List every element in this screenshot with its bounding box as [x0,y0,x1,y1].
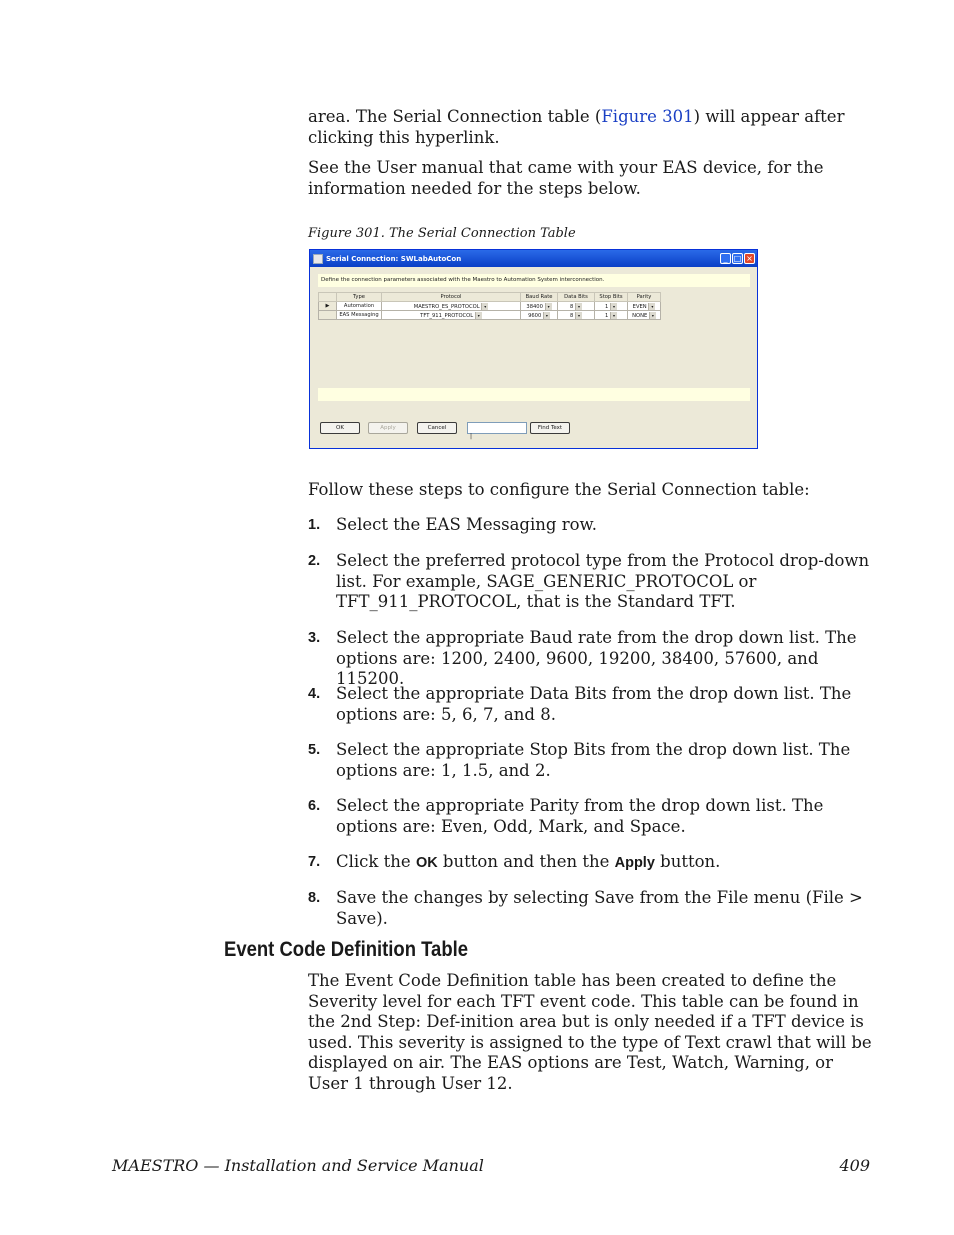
step-text: Select the appropriate Parity from the drop down list. The options are: Even, Odd, Mark, and Space. [336,796,824,836]
find-text-button[interactable]: Find Text [530,422,570,434]
ok-button[interactable]: OK [320,422,360,434]
maximize-icon[interactable]: □ [733,254,742,263]
cell-parity[interactable] [628,311,661,320]
dropdown-arrow-icon[interactable]: ▾ [575,303,582,310]
cell-data-bits[interactable] [558,302,595,311]
cell-type[interactable]: Automation [337,302,382,311]
step-text-part: button. [654,852,721,871]
cell-protocol[interactable] [382,302,521,311]
step-text-part: button and then the [437,852,615,871]
dropdown-arrow-icon[interactable]: ▾ [481,303,488,310]
intro-text-end: ) will appear after clicking this hyperlink. [308,107,845,147]
cell-value: MAESTRO_ES_PROTOCOL [413,303,480,310]
ok-label: OK [415,855,438,871]
cell-parity[interactable] [628,302,661,311]
cell-stop-bits[interactable] [595,302,628,311]
section-body: The Event Code Definition table has been created to define the Severity level for each TFT event code. This table can be found in the 2nd Step: Def-inition area but is only needed if a TFT device is used. This severity is assigned to the type of Text crawl that will be displayed on air. The EAS options are Test, Watch, Warning, or User 1 through User 12. [308,971,872,1093]
figure-301-link[interactable]: Figure 301 [601,107,694,126]
dropdown-arrow-icon[interactable]: ▾ [475,312,482,319]
footer-title: MAESTRO — Installation and Service Manual [112,1156,484,1175]
col-data-bits[interactable]: Data Bits [558,293,595,302]
cell-value: 1 [605,303,609,310]
cell-value: 1 [605,312,609,319]
cell-stop-bits[interactable] [595,311,628,320]
intro-paragraph-2: See the User manual that came with your EAS device, for the information needed for the steps below. [308,158,824,198]
window-title: Serial Connection: SWLabAutoCon [326,254,462,263]
steps-intro: Follow these steps to configure the Serial Connection table: [308,480,810,499]
step-text: Select the appropriate Baud rate from the drop down list. The options are: 1200, 2400, 9600, 19200, 38400, 57600, and 115200. [336,628,857,688]
col-protocol[interactable]: Protocol [382,293,521,302]
cell-type[interactable]: EAS Messaging [337,311,382,320]
grid-header-row [319,293,661,302]
section-heading: Event Code Definition Table [224,938,469,961]
cell-value: 38400 [526,303,543,310]
step-number: 1. [308,517,321,533]
dropdown-arrow-icon[interactable]: ▾ [575,312,582,319]
step-text: Select the preferred protocol type from the Protocol drop-down list. For example, SAGE_GENERIC_PROTOCOL or TFT_911_PROTOCOL, that is the Standard TFT. [336,551,870,611]
col-type[interactable]: Type [337,293,382,302]
cell-value: EVEN [632,303,647,310]
step-text [336,852,874,874]
dropdown-arrow-icon[interactable]: ▾ [649,312,656,319]
step-number: 3. [308,630,321,646]
table-row[interactable] [319,302,661,311]
intro-text: area. The Serial Connection table ( [308,107,602,126]
cell-baud-rate[interactable] [521,302,558,311]
dropdown-arrow-icon[interactable]: ▾ [648,303,655,310]
cell-protocol[interactable] [382,311,521,320]
serial-connection-grid [318,292,661,320]
step-number: 6. [308,798,321,814]
step-text: Select the EAS Messaging row. [336,515,597,534]
cell-value: NONE [632,312,648,319]
dropdown-arrow-icon[interactable]: ▾ [543,312,550,319]
intro-paragraph-1 [308,107,874,148]
cancel-button[interactable]: Cancel [417,422,457,434]
find-text-value: | [470,433,473,440]
row-selector[interactable] [319,311,337,320]
step-text: Save the changes by selecting Save from the File menu (File > Save). [336,888,863,928]
minimize-icon[interactable]: _ [720,253,731,264]
step-number: 4. [308,686,321,702]
dropdown-arrow-icon[interactable]: ▾ [610,312,617,319]
apply-label: Apply [614,855,655,871]
cell-data-bits[interactable] [558,311,595,320]
find-text-input[interactable] [467,422,527,440]
step-text: Select the appropriate Data Bits from the drop down list. The options are: 5, 6, 7, and 8. [336,684,852,724]
app-icon [313,254,323,264]
window-titlebar [310,250,757,267]
instruction-bar: Define the connection parameters associated with the Maestro to Automation System interconnection. [318,274,750,287]
status-bar [318,388,750,401]
cell-value: 8 [570,312,574,319]
step-number: 5. [308,742,321,758]
cell-value: TFT_911_PROTOCOL [420,312,474,319]
dropdown-arrow-icon[interactable]: ▾ [545,303,552,310]
step-number: 8. [308,890,321,906]
close-icon[interactable]: × [744,253,755,264]
col-baud-rate[interactable]: Baud Rate [521,293,558,302]
cell-value: 9600 [528,312,542,319]
cell-baud-rate[interactable] [521,311,558,320]
figure-caption: Figure 301. The Serial Connection Table [308,226,576,241]
step-number: 2. [308,553,321,569]
current-row-arrow-icon: ▶ [319,302,337,311]
page-number: 409 [839,1156,870,1175]
row-selector-header [319,293,337,302]
serial-connection-window [309,249,758,449]
step-text: Select the appropriate Stop Bits from the drop down list. The options are: 1, 1.5, and 2. [336,740,851,780]
apply-button[interactable]: Apply [368,422,408,434]
col-parity[interactable]: Parity [628,293,661,302]
step-text-part: Click the [336,852,416,871]
cell-value: 8 [570,303,574,310]
step-number: 7. [308,854,321,870]
dropdown-arrow-icon[interactable]: ▾ [610,303,617,310]
col-stop-bits[interactable]: Stop Bits [595,293,628,302]
table-row[interactable] [319,311,661,320]
